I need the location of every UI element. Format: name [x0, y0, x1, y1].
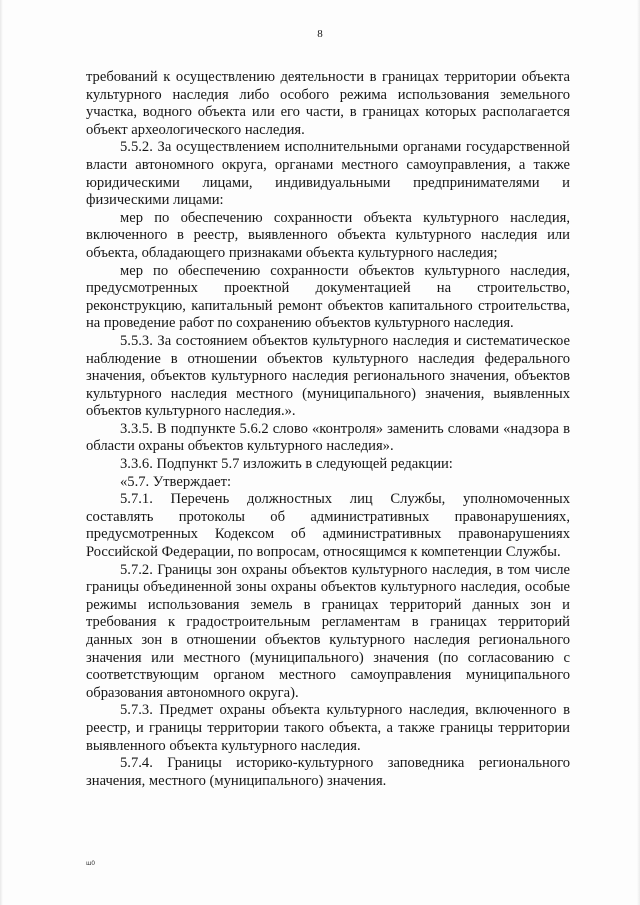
footer-code: ш0 [86, 860, 95, 867]
paragraph-continuation: требований к осуществлению деятельности в границах территории объекта культурного наследия либо особого режима использования земельного участка, водного объекта или его части, в границах которых располагается объект археологического наследия. [86, 69, 570, 138]
paragraph-measures-1: мер по обеспечению сохранности объекта культурного наследия, включенного в реестр, выявленного объекта культурного наследия или объекта, обладающего признаками объекта культурного наследия; [86, 209, 570, 261]
scan-edge-left [0, 0, 3, 905]
paragraph-5-7-4: 5.7.4. Границы историко-культурного заповедника регионального значения, местного (муниципального) значения. [86, 755, 570, 789]
paragraph-3-3-6: 3.3.6. Подпункт 5.7 изложить в следующей редакции: [120, 456, 453, 473]
document-body [86, 69, 570, 790]
paragraph-5-7-1: 5.7.1. Перечень должностных лиц Службы, уполномоченных составлять протоколы об административных правонарушениях, предусмотренных Кодексом об административных правонарушениях Российской Федерации, по вопросам, относящимся к компетенции Службы. [86, 491, 570, 561]
paragraph-measures-2: мер по обеспечению сохранности объектов культурного наследия, предусмотренных проектной документацией на строительство, реконструкцию, капитальный ремонт объектов капитального строительства, на проведение работ по сохранению объектов культурного наследия. [86, 262, 570, 332]
paragraph-5-7-2: 5.7.2. Границы зон охраны объектов культурного наследия, в том числе границы объединенной зоны охраны объектов культурного наследия, особые режимы использования земель в границах территорий данных зон и требования к градостроительным регламентам в границах территорий данных зон в отношении объектов культурного наследия регионального значения или местного (муниципального) значения (по согласованию с соответствующим органом местного самоуправления муниципального образования автономного округа). [86, 561, 570, 701]
paragraph-5-7: «5.7. Утверждает: [120, 473, 232, 490]
paragraph-3-3-5: 3.3.5. В подпункте 5.6.2 слово «контроля» заменить словами «надзора в области охраны объектов культурного наследия». [86, 420, 570, 455]
paragraph-5-5-2: 5.5.2. За осуществлением исполнительными органами государственной власти автономного округа, органами местного самоуправления, а также юридическими лицами, индивидуальными предпринимателями и физическими лицами: [86, 139, 570, 209]
page-number: 8 [317, 28, 323, 40]
paragraph-5-5-3: 5.5.3. За состоянием объектов культурного наследия и систематическое наблюдение в отношении объектов культурного наследия федерального значения, объектов культурного наследия регионального значения, объектов культурного наследия местного (муниципального) значения, выявленных объектов культурного наследия.». [86, 332, 570, 420]
paragraph-5-7-3: 5.7.3. Предмет охраны объекта культурного наследия, включенного в реестр, и границы территории такого объекта, а также границы территории выявленного объекта культурного наследия. [86, 702, 570, 754]
